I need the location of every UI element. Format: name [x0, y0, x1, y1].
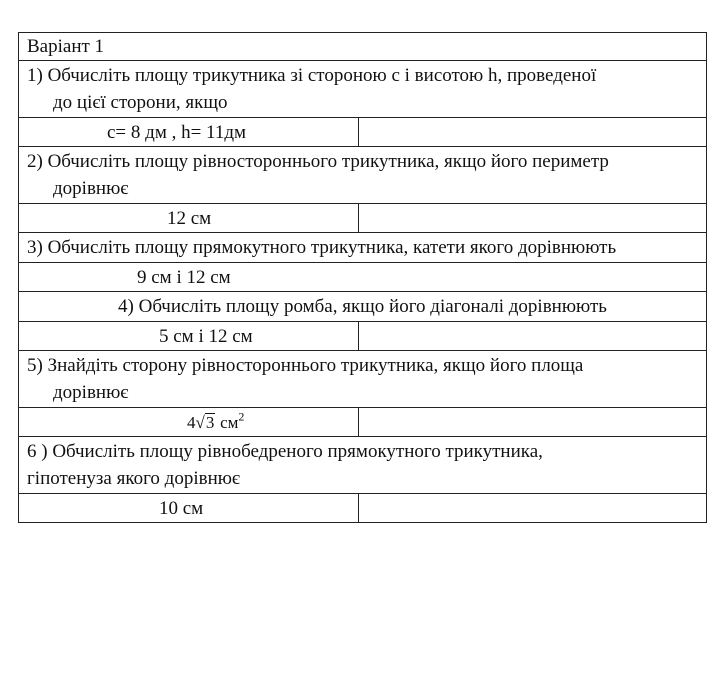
variant-title: Варіант 1 — [19, 33, 707, 61]
question-5-line2: дорівнює — [53, 382, 129, 403]
question-1-line1: Обчисліть площу трикутника зі стороною с і висотою h, проведеної — [47, 65, 597, 86]
question-1-number: 1) — [27, 65, 43, 86]
answer-5-blank — [359, 408, 707, 437]
answer-5-given — [19, 408, 359, 437]
question-3-number: 3) — [27, 237, 43, 258]
answer-5-unit: см — [220, 412, 239, 432]
question-row-1 — [19, 61, 707, 118]
answer-4-blank — [359, 322, 707, 351]
question-5-number: 5) — [27, 355, 43, 376]
question-5-line1: Знайдіть сторону рівностороннього трикутника, якщо його площа — [47, 355, 584, 376]
question-row-4 — [19, 292, 707, 322]
question-2 — [19, 147, 707, 204]
answer-2-given: 12 см — [19, 204, 359, 233]
question-3-line1: Обчисліть площу прямокутного трикутника, катети якого дорівнюють — [47, 237, 617, 258]
sqrt-symbol: √3 — [195, 412, 215, 432]
answer-5-radicand: 3 — [205, 412, 215, 432]
answer-2-blank — [359, 204, 707, 233]
worksheet — [18, 32, 706, 523]
answer-row-1 — [19, 118, 707, 147]
question-2-line2: дорівнює — [53, 178, 129, 199]
question-5 — [19, 351, 707, 408]
answer-row-3 — [19, 263, 707, 292]
answer-3-given: 9 см і 12 см — [19, 263, 707, 292]
question-row-3 — [19, 233, 707, 263]
answer-6-given: 10 см — [19, 494, 359, 523]
question-6-line2: гіпотенуза якого дорівнює — [27, 468, 241, 489]
question-2-number: 2) — [27, 151, 43, 172]
question-1 — [19, 61, 707, 118]
answer-4-given: 5 см і 12 см — [19, 322, 359, 351]
question-row-5 — [19, 351, 707, 408]
question-row-2 — [19, 147, 707, 204]
answer-6-blank — [359, 494, 707, 523]
question-6-number: 6 ) — [27, 441, 48, 462]
question-4-line1: Обчисліть площу ромба, якщо його діагоналі дорівнюють — [138, 296, 607, 317]
answer-row-4 — [19, 322, 707, 351]
answer-5-exponent: 2 — [238, 409, 245, 424]
answer-5-coef: 4 — [187, 412, 196, 432]
question-6 — [19, 437, 707, 494]
answer-row-2 — [19, 204, 707, 233]
question-2-line1: Обчисліть площу рівностороннього трикутника, якщо його периметр — [47, 151, 609, 172]
question-6-line1: Обчисліть площу рівнобедреного прямокутного трикутника, — [52, 441, 543, 462]
question-1-line2: до цієї сторони, якщо — [53, 92, 228, 113]
answer-1-given: с= 8 дм , h= 11дм — [19, 118, 359, 147]
answer-row-6 — [19, 494, 707, 523]
answer-row-5 — [19, 408, 707, 437]
question-4 — [19, 292, 707, 322]
answer-1-blank — [359, 118, 707, 147]
question-row-6 — [19, 437, 707, 494]
question-3 — [19, 233, 707, 263]
tasks-table — [18, 32, 707, 523]
question-4-number: 4) — [118, 296, 134, 317]
title-row — [19, 33, 707, 61]
